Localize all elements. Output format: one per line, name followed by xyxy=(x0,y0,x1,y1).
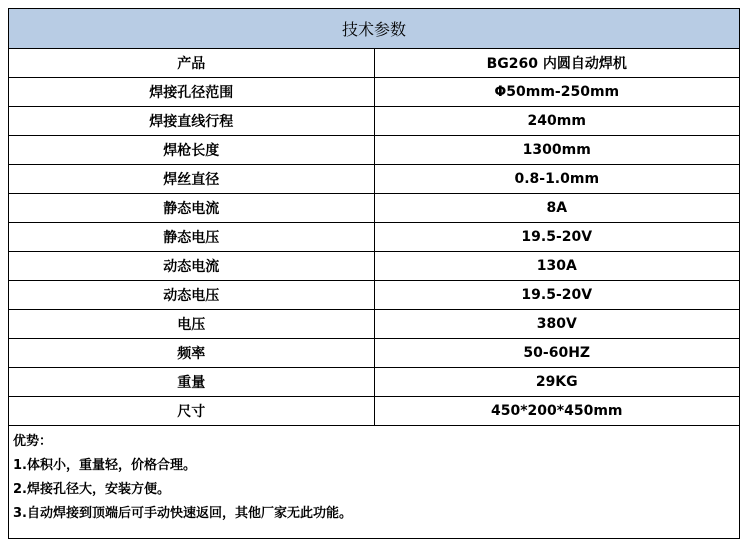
param-label: 焊丝直径 xyxy=(9,165,375,194)
param-label: 动态电流 xyxy=(9,252,375,281)
param-label: 频率 xyxy=(9,339,375,368)
param-value: 240mm xyxy=(374,107,740,136)
param-value: 19.5-20V xyxy=(374,223,740,252)
param-label: 静态电压 xyxy=(9,223,375,252)
param-label: 电压 xyxy=(9,310,375,339)
table-title: 技术参数 xyxy=(9,9,740,49)
param-value: 1300mm xyxy=(374,136,740,165)
table-row xyxy=(9,78,740,107)
param-value: BG260 内圆自动焊机 xyxy=(374,49,740,78)
title-row xyxy=(9,9,740,49)
table-row xyxy=(9,49,740,78)
param-value: 450*200*450mm xyxy=(374,397,740,426)
table-row xyxy=(9,281,740,310)
param-value: 0.8-1.0mm xyxy=(374,165,740,194)
param-label: 焊接孔径范围 xyxy=(9,78,375,107)
table-row xyxy=(9,252,740,281)
param-value: 380V xyxy=(374,310,740,339)
table-row xyxy=(9,310,740,339)
advantage-item-1: 1.体积小，重量轻，价格合理。 xyxy=(13,458,196,473)
table-row xyxy=(9,223,740,252)
param-value: 19.5-20V xyxy=(374,281,740,310)
param-label: 产品 xyxy=(9,49,375,78)
param-label: 静态电流 xyxy=(9,194,375,223)
table-row xyxy=(9,194,740,223)
table-row xyxy=(9,107,740,136)
notes-row xyxy=(9,426,740,539)
param-value: 50-60HZ xyxy=(374,339,740,368)
advantage-item-2: 2.焊接孔径大，安装方便。 xyxy=(13,482,170,497)
param-value: Φ50mm-250mm xyxy=(374,78,740,107)
spec-table xyxy=(8,8,740,539)
param-label: 动态电压 xyxy=(9,281,375,310)
table-row xyxy=(9,339,740,368)
param-label: 尺寸 xyxy=(9,397,375,426)
table-row xyxy=(9,136,740,165)
table-row xyxy=(9,397,740,426)
advantages-notes xyxy=(9,426,740,539)
param-value: 8A xyxy=(374,194,740,223)
param-value: 29KG xyxy=(374,368,740,397)
table-row xyxy=(9,165,740,194)
param-label: 焊接直线行程 xyxy=(9,107,375,136)
table-row xyxy=(9,368,740,397)
param-label: 焊枪长度 xyxy=(9,136,375,165)
advantage-item-3: 3.自动焊接到顶端后可手动快速返回，其他厂家无此功能。 xyxy=(13,506,352,521)
advantages-heading: 优势： xyxy=(13,434,53,449)
param-value: 130A xyxy=(374,252,740,281)
param-label: 重量 xyxy=(9,368,375,397)
